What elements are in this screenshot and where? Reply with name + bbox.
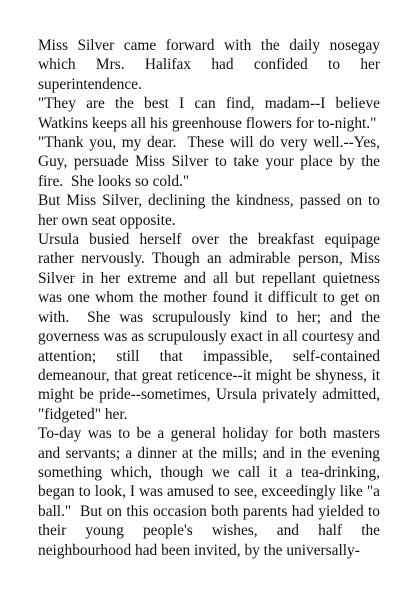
paragraph-best-flowers: "They are the best I can find, madam--I believe Watkins keeps all his greenhouse flowers for to-night." bbox=[38, 95, 384, 132]
paragraph-holiday: To-day was to be a general holiday for both masters and servants; a dinner at the mills; and in the evening something which, though we call it a tea-drinking, began to look, I was amused to see, exceedingly like "a ball." But on this occasion both parents had yielded to their young people's wishes, and half the neighbourhood had been invited, by the universally- bbox=[38, 425, 384, 559]
paragraph-nosegay: Miss Silver came forward with the daily nosegay which Mrs. Halifax had confided to her superintendence. bbox=[38, 37, 384, 93]
paragraph-thank-you: "Thank you, my dear. These will do very well.--Yes, Guy, persuade Miss Silver to take your place by the fire. She looks so cold." bbox=[38, 134, 384, 190]
paragraph-breakfast-equipage: Ursula busied herself over the breakfast equipage rather nervously. Though an admirable person, Miss Silver in her extreme and all but repellant quietness was one whom the mother found it difficult to get on with. She was scrupulously kind to her; and the governess was as scrupulously exact in all courtesy and attention; still that impassible, self-contained demeanour, that great reticence--it might be shyness, it might be pride--sometimes, Ursula privately admitted, "fidgeted" her. bbox=[38, 231, 384, 423]
book-page-text bbox=[38, 36, 384, 560]
paragraph-declining: But Miss Silver, declining the kindness, passed on to her own seat opposite. bbox=[38, 192, 384, 229]
